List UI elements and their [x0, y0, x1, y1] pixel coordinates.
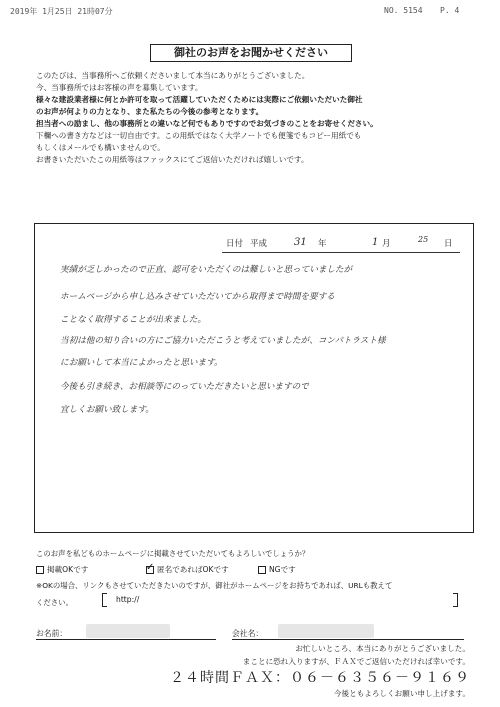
option-publish-ok[interactable] [36, 564, 88, 575]
date-year-unit: 年 [318, 239, 327, 249]
fax-request-text: まことに恐れ入りますが、ＦＡＸでご返信いただければ幸いです。 [242, 657, 470, 666]
date-era: 平成 [250, 239, 268, 249]
date-month-value: 1 [372, 237, 379, 248]
url-note: ※OKの場合、リンクもさせていただきたいのですが、御社がホームページをお持ちであれば、URLも教えて [36, 581, 393, 590]
date-row [222, 235, 460, 253]
intro-text [36, 70, 476, 166]
handwritten-line: にお願いして本当によかったと思います。 [60, 358, 223, 368]
bracket-right [453, 593, 458, 607]
handwritten-line: 今後も引き続き、お相談等にのっていただきたいと思いますので [60, 382, 309, 392]
closing-text: 今後ともよろしくお願い申し上げます。 [333, 689, 470, 698]
company-label: 会社名： [232, 629, 264, 638]
intro-line: 下欄への書き方などは一切自由です。この用紙ではなく大学ノートでも便箋でもコピー用紙でも [36, 131, 362, 140]
intro-line: 様々な建設業者様に何とか許可を取って活躍していただくためには実際にご依頼いただいた御社 [36, 95, 363, 104]
intro-line: このたびは、当事務所へご依頼くださいまして本当にありがとうございました。 [36, 71, 310, 80]
date-year-value: 31 [294, 237, 307, 248]
company-redacted [278, 624, 374, 638]
checkbox-checked[interactable] [146, 561, 155, 574]
option-label: NGです [269, 565, 296, 574]
option-label: 掲載OKです [47, 565, 89, 574]
url-value: http:// [116, 595, 140, 604]
date-day-unit: 日 [444, 239, 453, 249]
fax-timestamp: 2019年 1月25日 21時07分 [10, 7, 113, 16]
date-day-value: 25 [418, 235, 429, 244]
name-label: お名前： [36, 629, 68, 638]
name-field-line[interactable] [36, 639, 216, 640]
company-field-line[interactable] [232, 639, 464, 640]
intro-line: お書きいただいたこの用紙等はファックスにてご返信いただければ嬉しいです。 [36, 155, 309, 164]
thanks-text: お忙しいところ、本当にありがとうございました。 [295, 644, 470, 653]
url-note-cont: ください。 [36, 598, 73, 607]
bracket-left [102, 593, 107, 607]
check-mark-icon: ✓ [146, 561, 155, 573]
intro-line: 担当者への励まし、他の事務所との違いなど何でもありですのでお気づきのことをお寄せください。 [36, 119, 378, 128]
option-anonymous-ok[interactable] [146, 561, 229, 575]
name-redacted [86, 624, 170, 638]
date-month-unit: 月 [382, 239, 391, 249]
checkbox-unchecked[interactable] [36, 566, 44, 574]
handwritten-line: ホームページから申し込みさせていただいてから取得まで時間を要する [60, 292, 335, 302]
fax-page: P. 4 [440, 6, 460, 15]
intro-line: もしくはメールでも構いませんので。 [36, 143, 165, 152]
url-input[interactable] [102, 593, 458, 607]
checkbox-unchecked[interactable] [258, 566, 266, 574]
handwritten-line: 実績が乏しかったので正直、認可をいただくのは難しいと思っていましたが [60, 265, 353, 275]
fax-number-line: ２４時間ＦＡＸ：０６－６３５６－９１６９ [170, 670, 470, 686]
handwritten-line: 宜しくお願い致します。 [60, 405, 154, 415]
fax-number: NO. 5154 [384, 6, 423, 15]
intro-line: のお声が何よりの力となり、また私たちの今後の参考となります。 [36, 107, 264, 116]
intro-line: 今、当事務所ではお客様の声を募集しています。 [36, 83, 203, 92]
date-label: 日付 [226, 239, 244, 249]
option-label: 匿名であればOKです [157, 565, 229, 574]
handwritten-line: 当初は他の知り合いの方にご協力いただこうと考えていましたが、コンパトラスト様 [60, 336, 386, 346]
handwritten-line: ことなく取得することが出来ました。 [60, 315, 207, 325]
option-ng[interactable] [258, 564, 296, 575]
permission-question: このお声を私どものホームページに掲載させていただいてもよろしいでしょうか？ [36, 549, 310, 558]
page-title: 御社のお声をお聞かせください [150, 44, 352, 62]
